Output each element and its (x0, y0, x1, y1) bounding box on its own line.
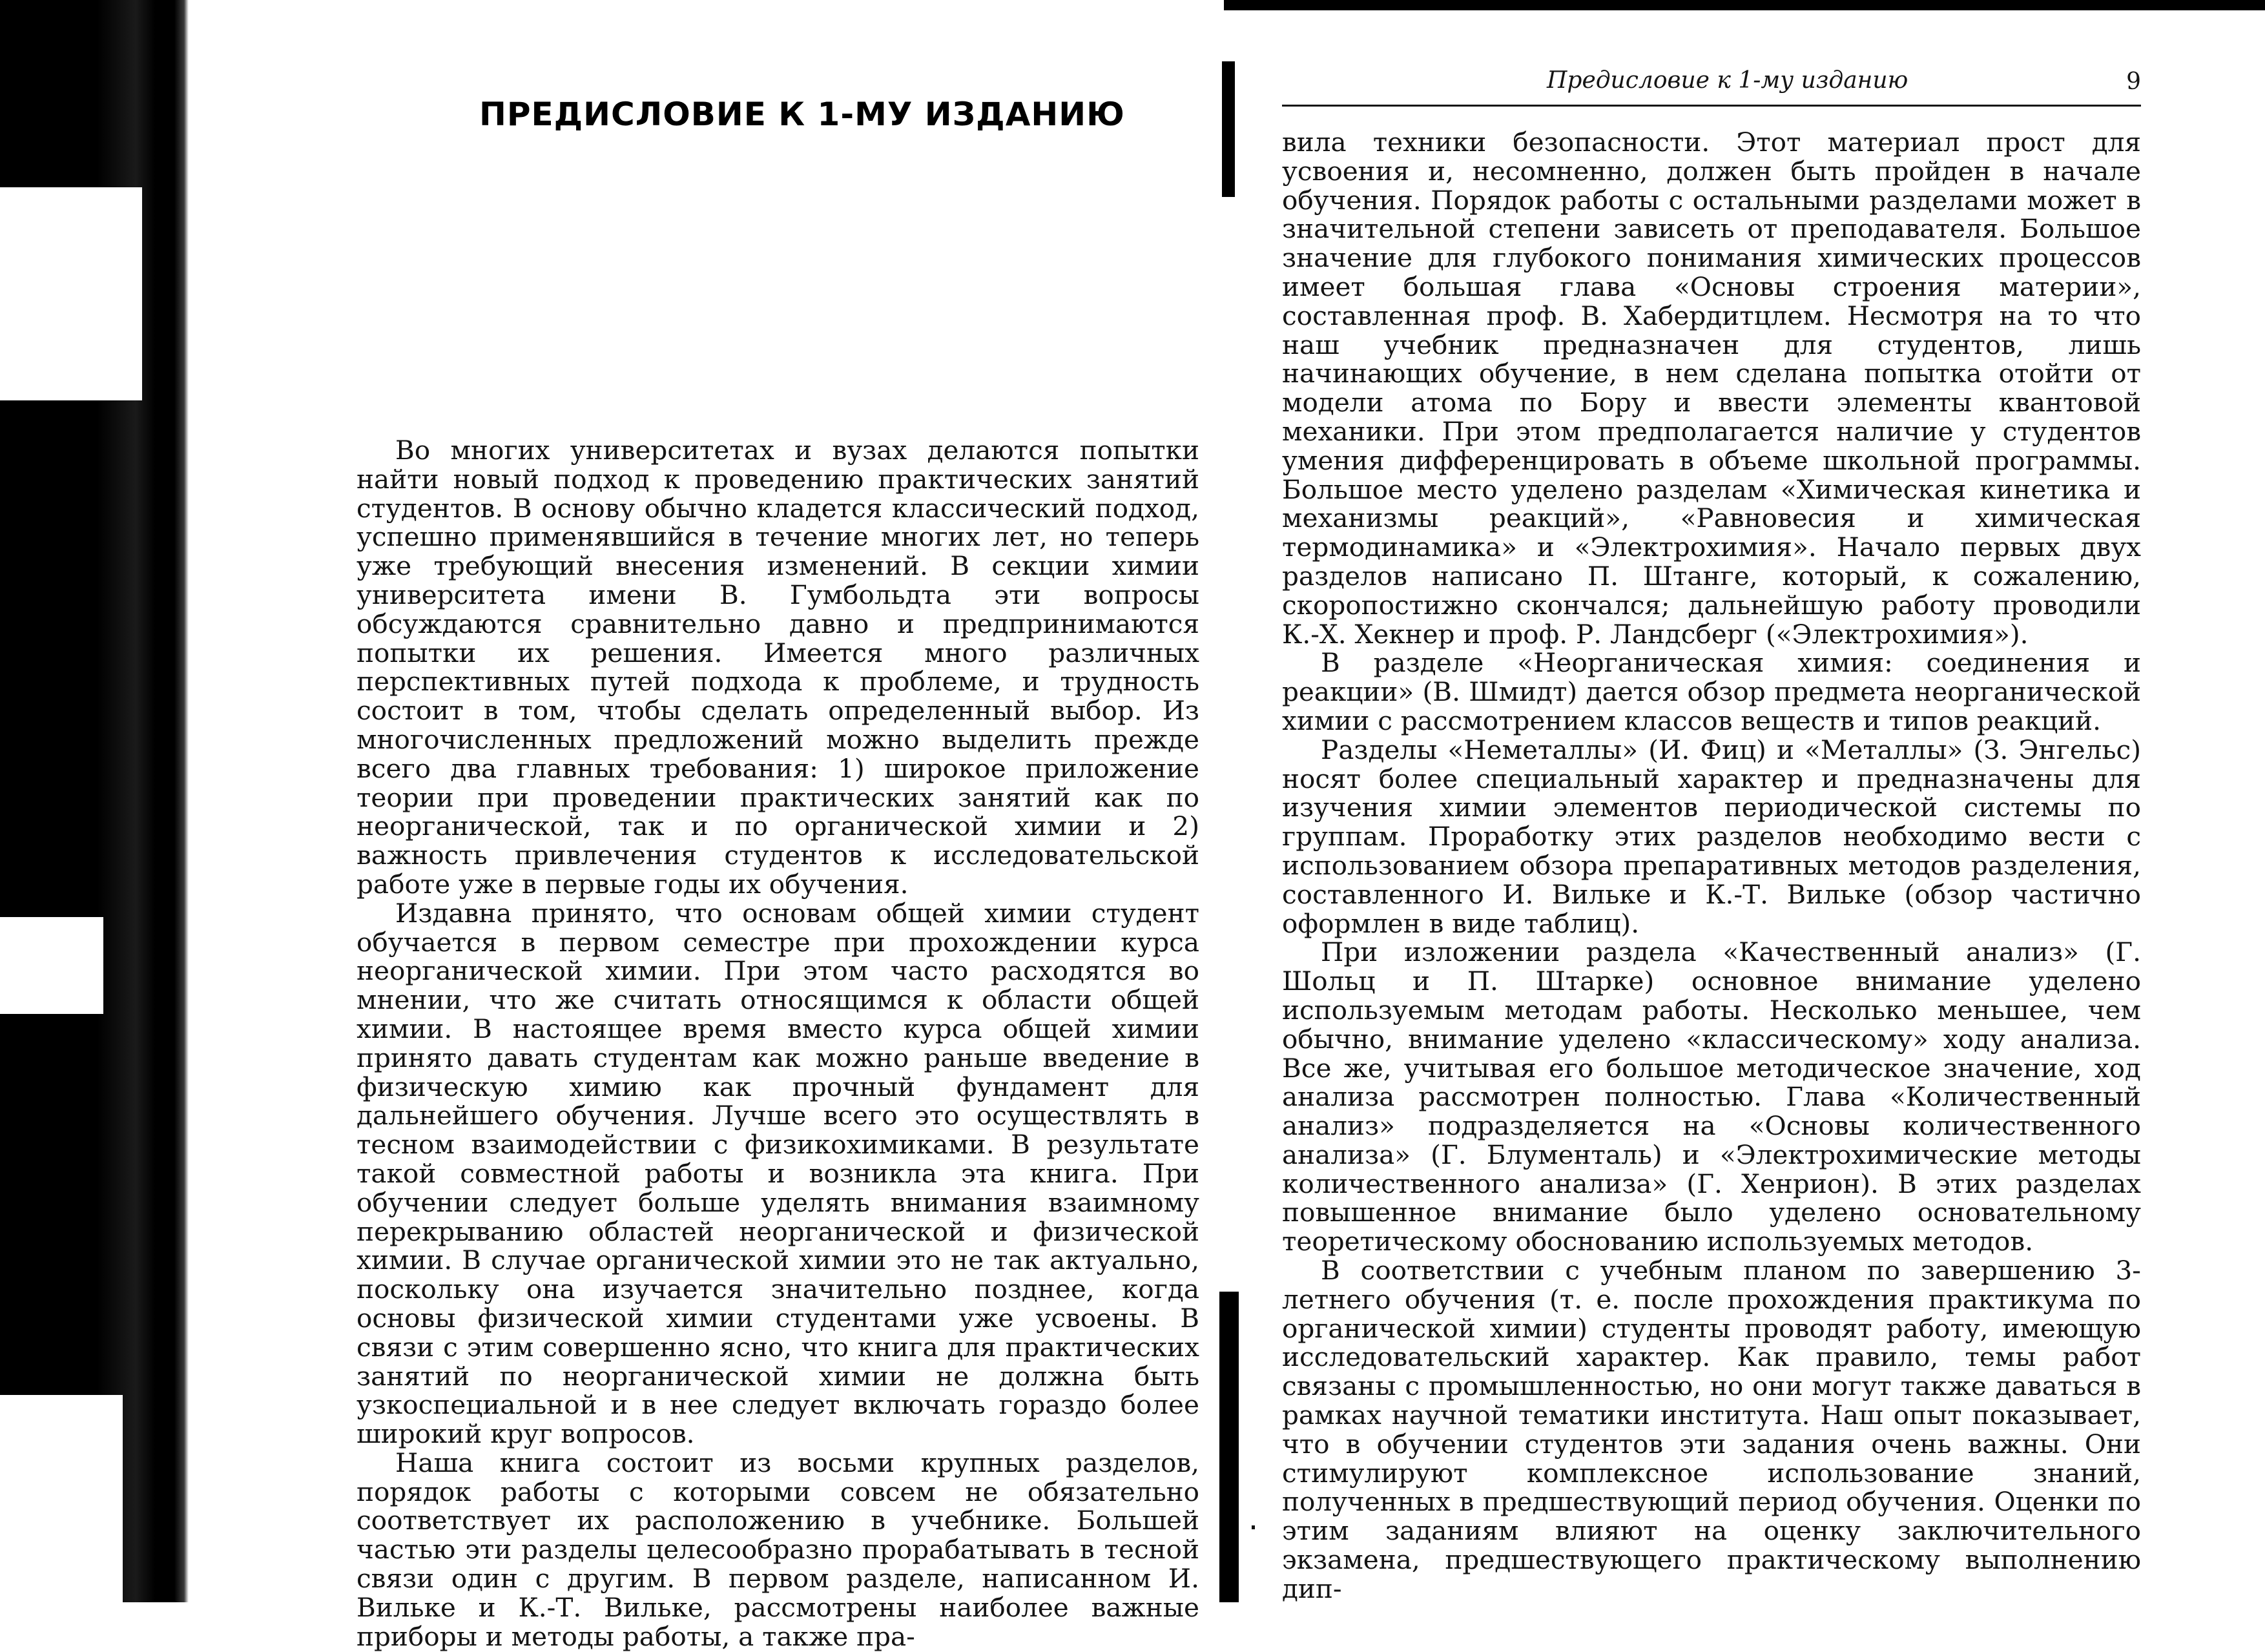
scan-edge-gap (0, 917, 103, 1014)
paragraph: Наша книга состоит из восьми крупных разделов, порядок работы с которыми совсем не обязательно соответствует их расположению в учебнике. Большей частью эти разделы целесообразно прорабатывать в тесной связи один с другим. В первом разделе, написанном И. Вильке и К.-Т. Вильке, рассмотрены наиболее важные приборы и методы работы, а также пра- (357, 1447, 1199, 1652)
paragraph: Разделы «Неметаллы» (И. Фиц) и «Металлы» (З. Энгельс) носят более специальный характер и предназначены для изучения химии элементов периодической системы по группам. Проработку этих разделов необходимо вести с использованием обзора препаративных методов разделения, составленного И. Вильке и К.-Т. Вильке (обзор частично оформлен в виде таблиц). (1282, 734, 2141, 939)
running-title: Предисловие к 1-му изданию (1547, 67, 1908, 94)
right-page (1282, 65, 2141, 1604)
left-page-body (357, 436, 1199, 1651)
gutter-shadow-top (1222, 61, 1235, 197)
paragraph: В разделе «Неорганическая химия: соединения и реакции» (В. Шмидт) дается обзор предмета неорганической химии с рассмотрением классов веществ и типов реакций. (1282, 647, 2141, 736)
right-page-body (1282, 128, 2141, 1604)
scan-edge-gap (0, 1395, 123, 1602)
scan-edge-gap (0, 187, 142, 400)
left-page (357, 77, 1199, 1652)
paragraph: вила техники безопасности. Этот материал прост для усвоения и, несомненно, должен быть пройден в начале обучения. Порядок работы с остальными разделами может в значительной степени зависеть от преподавателя. Большое значение для глубокого понимания химических процессов имеет большая глава «Основы строения материи», составленная проф. В. Хабердитцлем. Несмотря на то что наш учебник предназначен для студентов, лишь начинающих обучение, в нем сделана попытка отойти от модели атома по Бору и ввести элементы квантовой механики. При этом предполагается наличие у студентов умения дифференцировать в объеме школьной программы. Большое место уделено разделам «Химическая кинетика и механизмы реакций», «Равновесия и химическая термодинамика» и «Электрохимия». Начало первых двух разделов написано П. Штанге, который, к сожалению, скоропостижно скончался; дальнейшую работу проводили К.-Х. Хекнер и проф. Р. Ландсберг («Электрохимия»). (1282, 127, 2141, 650)
paragraph: При изложении раздела «Качественный анализ» (Г. Шольц и П. Штарке) основное внимание уделено используемым методам работы. Несколько меньшее, чем обычно, внимание уделено «классическому» ходу анализа. Все же, учитывая его большое методическое значение, ход анализа рассмотрен полностью. Глава «Количественный анализ» подразделяется на «Основы количественного анализа» (Г. Блументаль) и «Электрохимические методы количественного анализа» (Г. Хенрион). В этих разделах повышенное внимание было уделено основательному теоретическому обоснованию используемых методов. (1282, 936, 2141, 1257)
paragraph: В соответствии с учебным планом по завершению 3-летнего обучения (т. е. после прохождения практикума по органической химии) студенты проводят работу, имеющую исследовательский характер. Как правило, темы работ связаны с промышленностью, но они могут также даваться в рамках научной тематики института. Наш опыт показывает, что в обучении студентов эти задания очень важны. Они стимулируют комплексное использование знаний, полученных в предшествующий период обучения. Оценки по этим заданиям влияют на оценку заключительного экзамена, предшествующего практическому выполнению дип- (1282, 1255, 2141, 1604)
paragraph: Издавна принято, что основам общей химии студент обучается в первом семестре при прохождении курса неорганической химии. При этом часто расходятся во мнении, что же считать относящимся к области общей химии. В настоящее время вместо курса общей химии принято давать студентам как можно раньше введение в физическую химию как прочный фундамент для дальнейшего обучения. Лучше всего это осуществлять в тесном взаимодействии с физикохимиками. В результате такой совместной работы и возникла эта книга. При обучении следует больше уделять внимания взаимному перекрыванию областей неорганической и физической химии. В случае органической химии это не так актуально, поскольку она изучается значительно позднее, когда основы физической химии студентами уже усвоены. В связи с этим совершенно ясно, что книга для практических занятий по неорганической химии не должна быть узкоспециальной и в нее следует включать гораздо более широкий круг вопросов. (357, 897, 1199, 1450)
scan-speck (1252, 1525, 1255, 1529)
running-header (1282, 65, 2141, 107)
gutter-shadow-bottom (1219, 1292, 1239, 1602)
chapter-title: ПРЕДИСЛОВИЕ К 1-МУ ИЗДАНИЮ (479, 96, 1125, 133)
paragraph: Во многих университетах и вузах делаются попытки найти новый подход к проведению практических занятий студентов. В основу обычно кладется классический подход, успешно применявшийся в течение многих лет, но теперь уже требующий внесения изменений. В секции химии университета имени В. Гумбольдта эти вопросы обсуждаются сравнительно давно и предпринимаются попытки их решения. Имеется много различных перспективных путей подхода к проблеме, и трудность состоит в том, чтобы сделать определенный выбор. Из многочисленных предложений можно выделить прежде всего два главных требования: 1) широкое приложение теории при проведении практических занятий как по неорганической, так и по органической химии и 2) важность привлечения студентов к исследовательской работе уже в первые годы их обучения. (357, 435, 1199, 900)
scan-top-strip (1224, 0, 2265, 10)
page-number: 9 (2126, 68, 2141, 95)
